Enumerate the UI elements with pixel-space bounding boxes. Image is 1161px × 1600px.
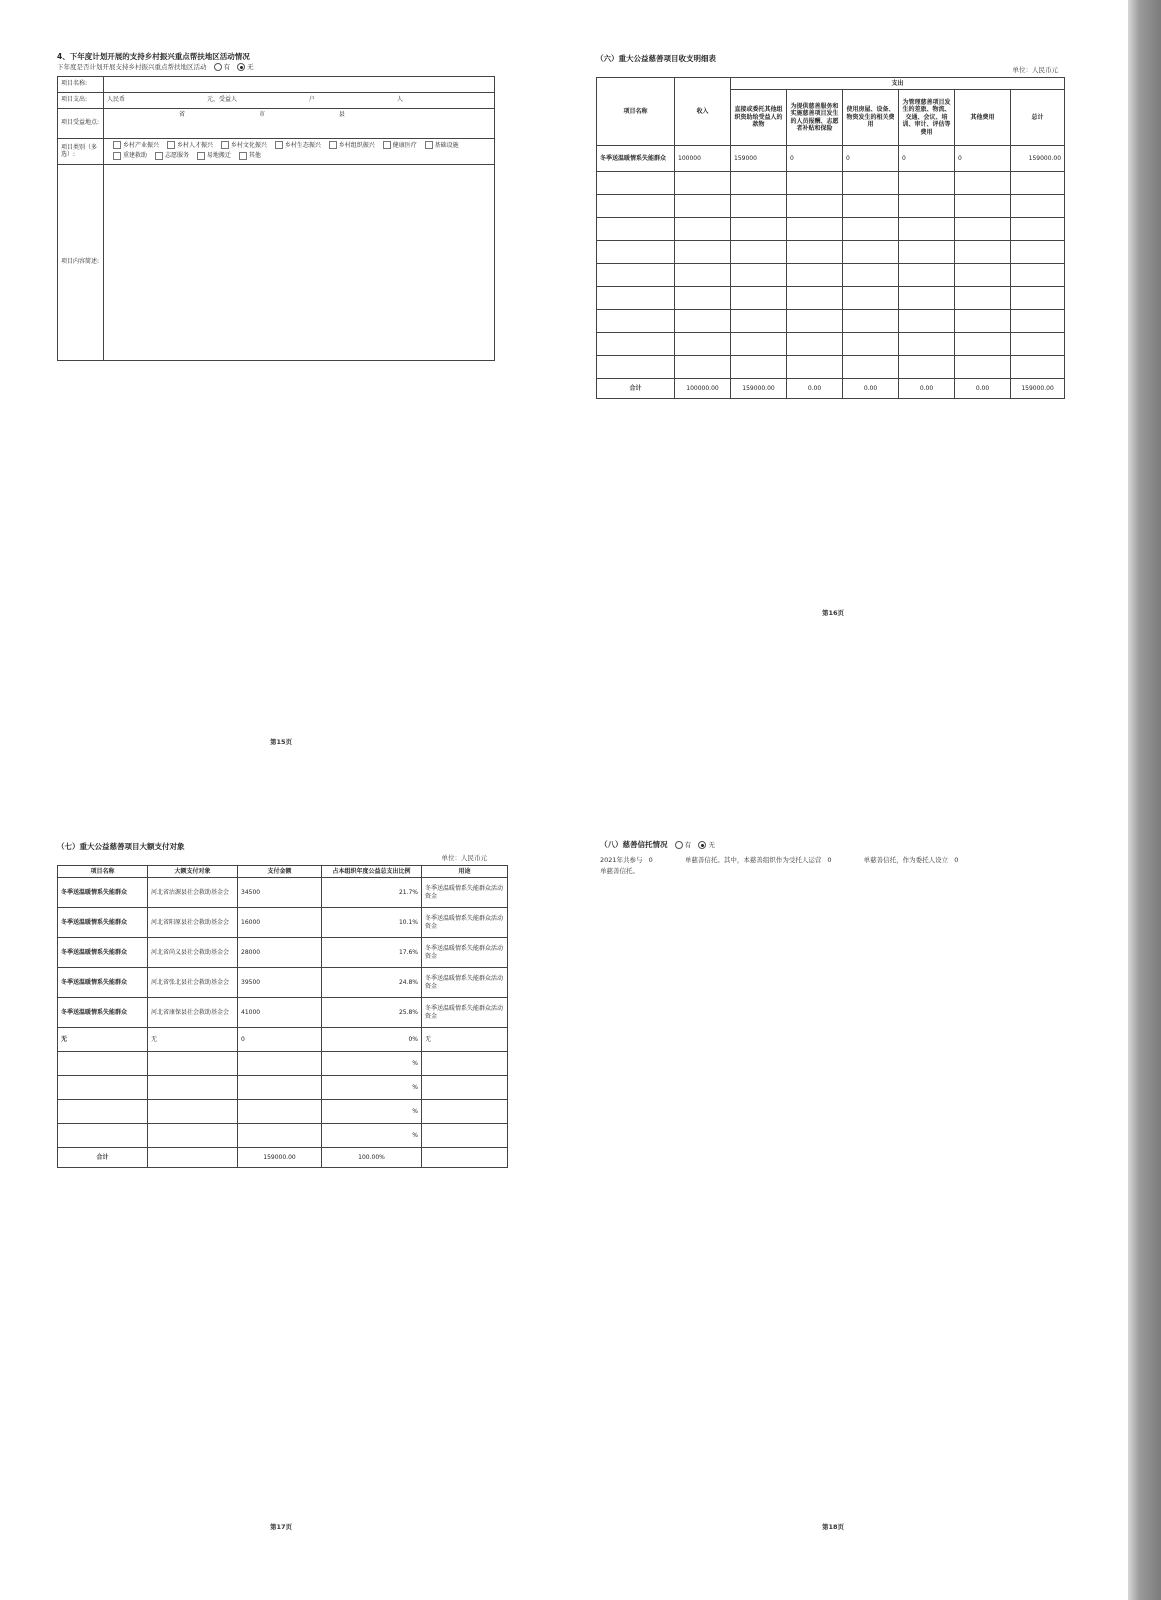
p16-r0-staff: 0 — [787, 146, 843, 172]
p15-cb-9[interactable] — [197, 152, 205, 160]
p15-cb-4[interactable] — [329, 141, 337, 149]
p17-r3-target: 河北省张北县社会救助基金会 — [148, 968, 238, 998]
p17-r4-ratio: 25.8% — [322, 998, 422, 1028]
p15-cb-2[interactable] — [221, 141, 229, 149]
p16-r0-other: 0 — [955, 146, 1011, 172]
p15-title-line1: 4、下年度计划开展的支持乡村振兴重点帮扶地区活动情况 — [57, 52, 250, 61]
p15-province: 省 — [179, 110, 186, 118]
p18-mid-text2: 单慈善信托，作为委托人设立 — [863, 855, 949, 864]
p16-th-direct: 直接或委托其他组织资助给受益人的款物 — [731, 90, 787, 146]
table-row — [597, 287, 1065, 310]
p17-th-use: 用途 — [422, 865, 508, 878]
p16-income-expense-table — [596, 77, 1065, 400]
page-16 — [596, 54, 1066, 399]
p17-sum-use — [422, 1148, 508, 1168]
table-row — [58, 1100, 508, 1124]
p17-r0-amount: 34500 — [238, 878, 322, 908]
table-row — [597, 241, 1065, 264]
p17-r7-name — [58, 1076, 148, 1100]
p16-th-other: 其他费用 — [955, 90, 1011, 146]
p15-currency: 人民币 — [107, 96, 126, 104]
p16-th-expense-group: 支出 — [731, 77, 1065, 90]
p17-r0-target: 河北省沽源县社会救助基金会 — [148, 878, 238, 908]
p17-r9-use — [422, 1124, 508, 1148]
p15-cat-1: 乡村人才振兴 — [176, 141, 213, 149]
p15-value-name[interactable] — [104, 76, 495, 92]
p18-opt-no: 无 — [708, 841, 715, 849]
p15-label-name: 项目名称: — [58, 76, 104, 92]
p15-cat-10: 其他 — [248, 152, 261, 159]
p18-count-trustee: 0 — [827, 855, 832, 864]
p17-r8-name — [58, 1100, 148, 1124]
p17-r4-amount: 41000 — [238, 998, 322, 1028]
p17-r8-ratio: % — [322, 1100, 422, 1124]
p17-r0-name: 冬季送温暖情系失能群众 — [58, 878, 148, 908]
p15-label-category: 项目类别（多选）: — [58, 138, 104, 164]
p15-cb-0[interactable] — [113, 141, 121, 149]
p18-count-total: 0 — [648, 855, 653, 864]
p17-r9-target — [148, 1124, 238, 1148]
p15-hu: 户 — [308, 96, 315, 104]
p18-title-line — [600, 840, 1070, 850]
p17-sum-row — [58, 1148, 508, 1168]
table-row — [58, 1076, 508, 1100]
p18-title: （八）慈善信托情况 — [600, 840, 668, 849]
p16-sum-mgmt: 0.00 — [899, 379, 955, 399]
p17-r8-use — [422, 1100, 508, 1124]
table-row — [597, 195, 1065, 218]
p16-th-mgmt: 为管理慈善项目发生的差旅、物流、交通、会议、培训、审计、评估等费用 — [899, 90, 955, 146]
p16-sum-row — [597, 379, 1065, 399]
table-row — [58, 1028, 508, 1052]
table-row — [58, 938, 508, 968]
p15-title-line2 — [57, 63, 497, 71]
p17-r1-target: 河北省阳原县社会救助基金会 — [148, 908, 238, 938]
table-row — [58, 1124, 508, 1148]
p16-sum-property: 0.00 — [843, 379, 899, 399]
p17-th-name: 项目名称 — [58, 865, 148, 878]
p16-r0-direct: 159000 — [731, 146, 787, 172]
p17-r2-use: 冬季送温暖情系失能群众活动资金 — [422, 938, 508, 968]
p18-year-text: 2021年共参与 — [600, 855, 643, 864]
p17-sum-amount: 159000.00 — [238, 1148, 322, 1168]
p17-r6-name — [58, 1052, 148, 1076]
p15-cat-7: 重建救助 — [123, 152, 148, 159]
p15-cat-0: 乡村产业振兴 — [123, 141, 160, 149]
p16-sum-income: 100000.00 — [675, 379, 731, 399]
p16-page-number: 第16页 — [822, 609, 845, 617]
p17-r5-name: 无 — [58, 1028, 148, 1052]
p17-r5-use: 无 — [422, 1028, 508, 1052]
p16-r0-name: 冬季送温暖情系失能群众 — [597, 146, 675, 172]
p18-page-number: 第18页 — [822, 1523, 845, 1531]
p15-city: 市 — [258, 110, 265, 118]
p17-th-ratio: 占本组织年度公益总支出比例 — [322, 865, 422, 878]
p17-r9-amount — [238, 1124, 322, 1148]
p15-radio-yes[interactable] — [214, 63, 222, 71]
p16-th-property: 使用房屋、设备、物资发生的相关费用 — [843, 90, 899, 146]
p17-r6-ratio: % — [322, 1052, 422, 1076]
page-17 — [57, 842, 507, 1168]
p17-r8-amount — [238, 1100, 322, 1124]
p17-r2-ratio: 17.6% — [322, 938, 422, 968]
p17-r6-use — [422, 1052, 508, 1076]
p15-unit: 元，受益人 — [206, 96, 237, 104]
p18-opt-yes: 有 — [684, 841, 692, 849]
p17-r6-target — [148, 1052, 238, 1076]
p17-r6-amount — [238, 1052, 322, 1076]
table-row — [58, 878, 508, 908]
p16-sum-other: 0.00 — [955, 379, 1011, 399]
p16-sum-label: 合计 — [597, 379, 675, 399]
p16-th-income: 收入 — [675, 77, 731, 146]
p17-r7-target — [148, 1076, 238, 1100]
p16-th-total: 总计 — [1011, 90, 1065, 146]
p16-sum-total: 159000.00 — [1011, 379, 1065, 399]
p15-opt-no: 无 — [247, 63, 254, 72]
p15-cat-6: 基础设施 — [434, 141, 459, 149]
table-row — [58, 968, 508, 998]
p16-th-project: 项目名称 — [597, 77, 675, 146]
table-row — [597, 333, 1065, 356]
p15-cat-3: 乡村生态振兴 — [284, 141, 321, 149]
p17-r1-amount: 16000 — [238, 908, 322, 938]
p17-sum-label: 合计 — [58, 1148, 148, 1168]
p17-r1-ratio: 10.1% — [322, 908, 422, 938]
p17-r4-target: 河北省康保县社会救助基金会 — [148, 998, 238, 1028]
p15-activity-table — [57, 76, 495, 361]
p17-r3-amount: 39500 — [238, 968, 322, 998]
table-row — [58, 998, 508, 1028]
table-row — [58, 1052, 508, 1076]
p18-mid-text: 单慈善信托。其中，本慈善组织作为受托人运营 — [684, 855, 822, 864]
p17-r3-use: 冬季送温暖情系失能群众活动资金 — [422, 968, 508, 998]
p17-sum-ratio: 100.00% — [322, 1148, 422, 1168]
p16-r0-total: 159000.00 — [1011, 146, 1065, 172]
p17-r2-name: 冬季送温暖情系失能群众 — [58, 938, 148, 968]
p18-radio-no[interactable] — [698, 841, 706, 849]
p17-r4-name: 冬季送温暖情系失能群众 — [58, 998, 148, 1028]
p15-value-content[interactable] — [104, 164, 495, 360]
p17-r2-amount: 28000 — [238, 938, 322, 968]
p16-th-staff: 为提供慈善服务和实施慈善项目发生的人员报酬、志愿者补贴和保险 — [787, 90, 843, 146]
p17-title: （七）重大公益慈善项目大额支付对象 — [57, 842, 185, 851]
p15-cb-1[interactable] — [167, 141, 175, 149]
p17-page-number: 第17页 — [270, 1523, 293, 1531]
p16-r0-income: 100000 — [675, 146, 731, 172]
p18-radio-yes[interactable] — [675, 841, 683, 849]
p15-label-expense: 项目支出: — [58, 92, 104, 108]
p16-sum-staff: 0.00 — [787, 379, 843, 399]
p17-r1-use: 冬季送温暖情系失能群众活动资金 — [422, 908, 508, 938]
p17-th-amount: 支付金额 — [238, 865, 322, 878]
p17-r0-ratio: 21.7% — [322, 878, 422, 908]
p17-r3-name: 冬季送温暖情系失能群众 — [58, 968, 148, 998]
p15-radio-no[interactable] — [237, 63, 245, 71]
p17-r8-target — [148, 1100, 238, 1124]
p15-value-expense[interactable] — [104, 92, 495, 108]
p15-cb-3[interactable] — [275, 141, 283, 149]
p15-cat-4: 乡村组织振兴 — [338, 141, 375, 149]
p17-r0-use: 冬季送温暖情系失能群众活动资金 — [422, 878, 508, 908]
p15-value-location[interactable] — [104, 108, 495, 138]
p17-r2-target: 河北省尚义县社会救助基金会 — [148, 938, 238, 968]
p16-title: （六）重大公益慈善项目收支明细表 — [596, 54, 716, 63]
table-row — [58, 908, 508, 938]
p15-label-location: 项目受益地点: — [58, 108, 104, 138]
p15-cat-5: 健康医疗 — [392, 141, 417, 149]
table-row — [597, 310, 1065, 333]
p15-cb-10[interactable] — [239, 152, 247, 160]
p16-unit: 单位：人民币元 — [1012, 66, 1058, 75]
p18-trust-text — [600, 856, 1070, 864]
table-row — [597, 146, 1065, 172]
p17-r5-amount: 0 — [238, 1028, 322, 1052]
p15-ren: 人 — [396, 96, 403, 104]
table-row — [597, 264, 1065, 287]
p17-r9-name — [58, 1124, 148, 1148]
p15-page-number: 第15页 — [270, 738, 293, 746]
p16-r0-property: 0 — [843, 146, 899, 172]
p15-cat-9: 易地搬迁 — [206, 152, 231, 159]
scanner-edge-shadow — [1128, 0, 1161, 1600]
p17-r3-ratio: 24.8% — [322, 968, 422, 998]
p16-r0-mgmt: 0 — [899, 146, 955, 172]
table-row — [597, 356, 1065, 379]
p17-sum-target — [148, 1148, 238, 1168]
p15-opt-yes: 有 — [223, 63, 231, 72]
p15-cb-8[interactable] — [155, 152, 163, 160]
p16-sum-direct: 159000.00 — [731, 379, 787, 399]
p17-r7-ratio: % — [322, 1076, 422, 1100]
p17-r1-name: 冬季送温暖情系失能群众 — [58, 908, 148, 938]
p15-cat-2: 乡村文化振兴 — [230, 141, 267, 149]
p17-unit: 单位：人民币元 — [441, 854, 487, 863]
p17-r4-use: 冬季送温暖情系失能群众活动资金 — [422, 998, 508, 1028]
p17-r5-target: 无 — [148, 1028, 238, 1052]
page-18 — [600, 840, 1070, 875]
p17-th-target: 大额支付对象 — [148, 865, 238, 878]
p18-count-settlor: 0 — [954, 855, 959, 864]
page-15 — [57, 52, 497, 361]
p15-cb-6[interactable] — [425, 141, 433, 149]
table-row — [597, 172, 1065, 195]
p15-cb-7[interactable] — [113, 152, 121, 160]
p17-r7-amount — [238, 1076, 322, 1100]
p15-cb-5[interactable] — [383, 141, 391, 149]
p17-r7-use — [422, 1076, 508, 1100]
p17-payment-table — [57, 865, 508, 1169]
table-row — [597, 218, 1065, 241]
p15-question: 下年度是否计划开展支持乡村振兴重点帮扶地区活动 — [57, 63, 207, 72]
p17-r9-ratio: % — [322, 1124, 422, 1148]
p18-end-text: 单慈善信托。 — [600, 866, 639, 875]
p15-cat-8: 志愿服务 — [164, 152, 189, 159]
p15-county: 县 — [338, 110, 345, 118]
p17-r5-ratio: 0% — [322, 1028, 422, 1052]
p15-label-content: 项目内容简述: — [58, 164, 104, 360]
p15-value-category — [104, 138, 495, 164]
